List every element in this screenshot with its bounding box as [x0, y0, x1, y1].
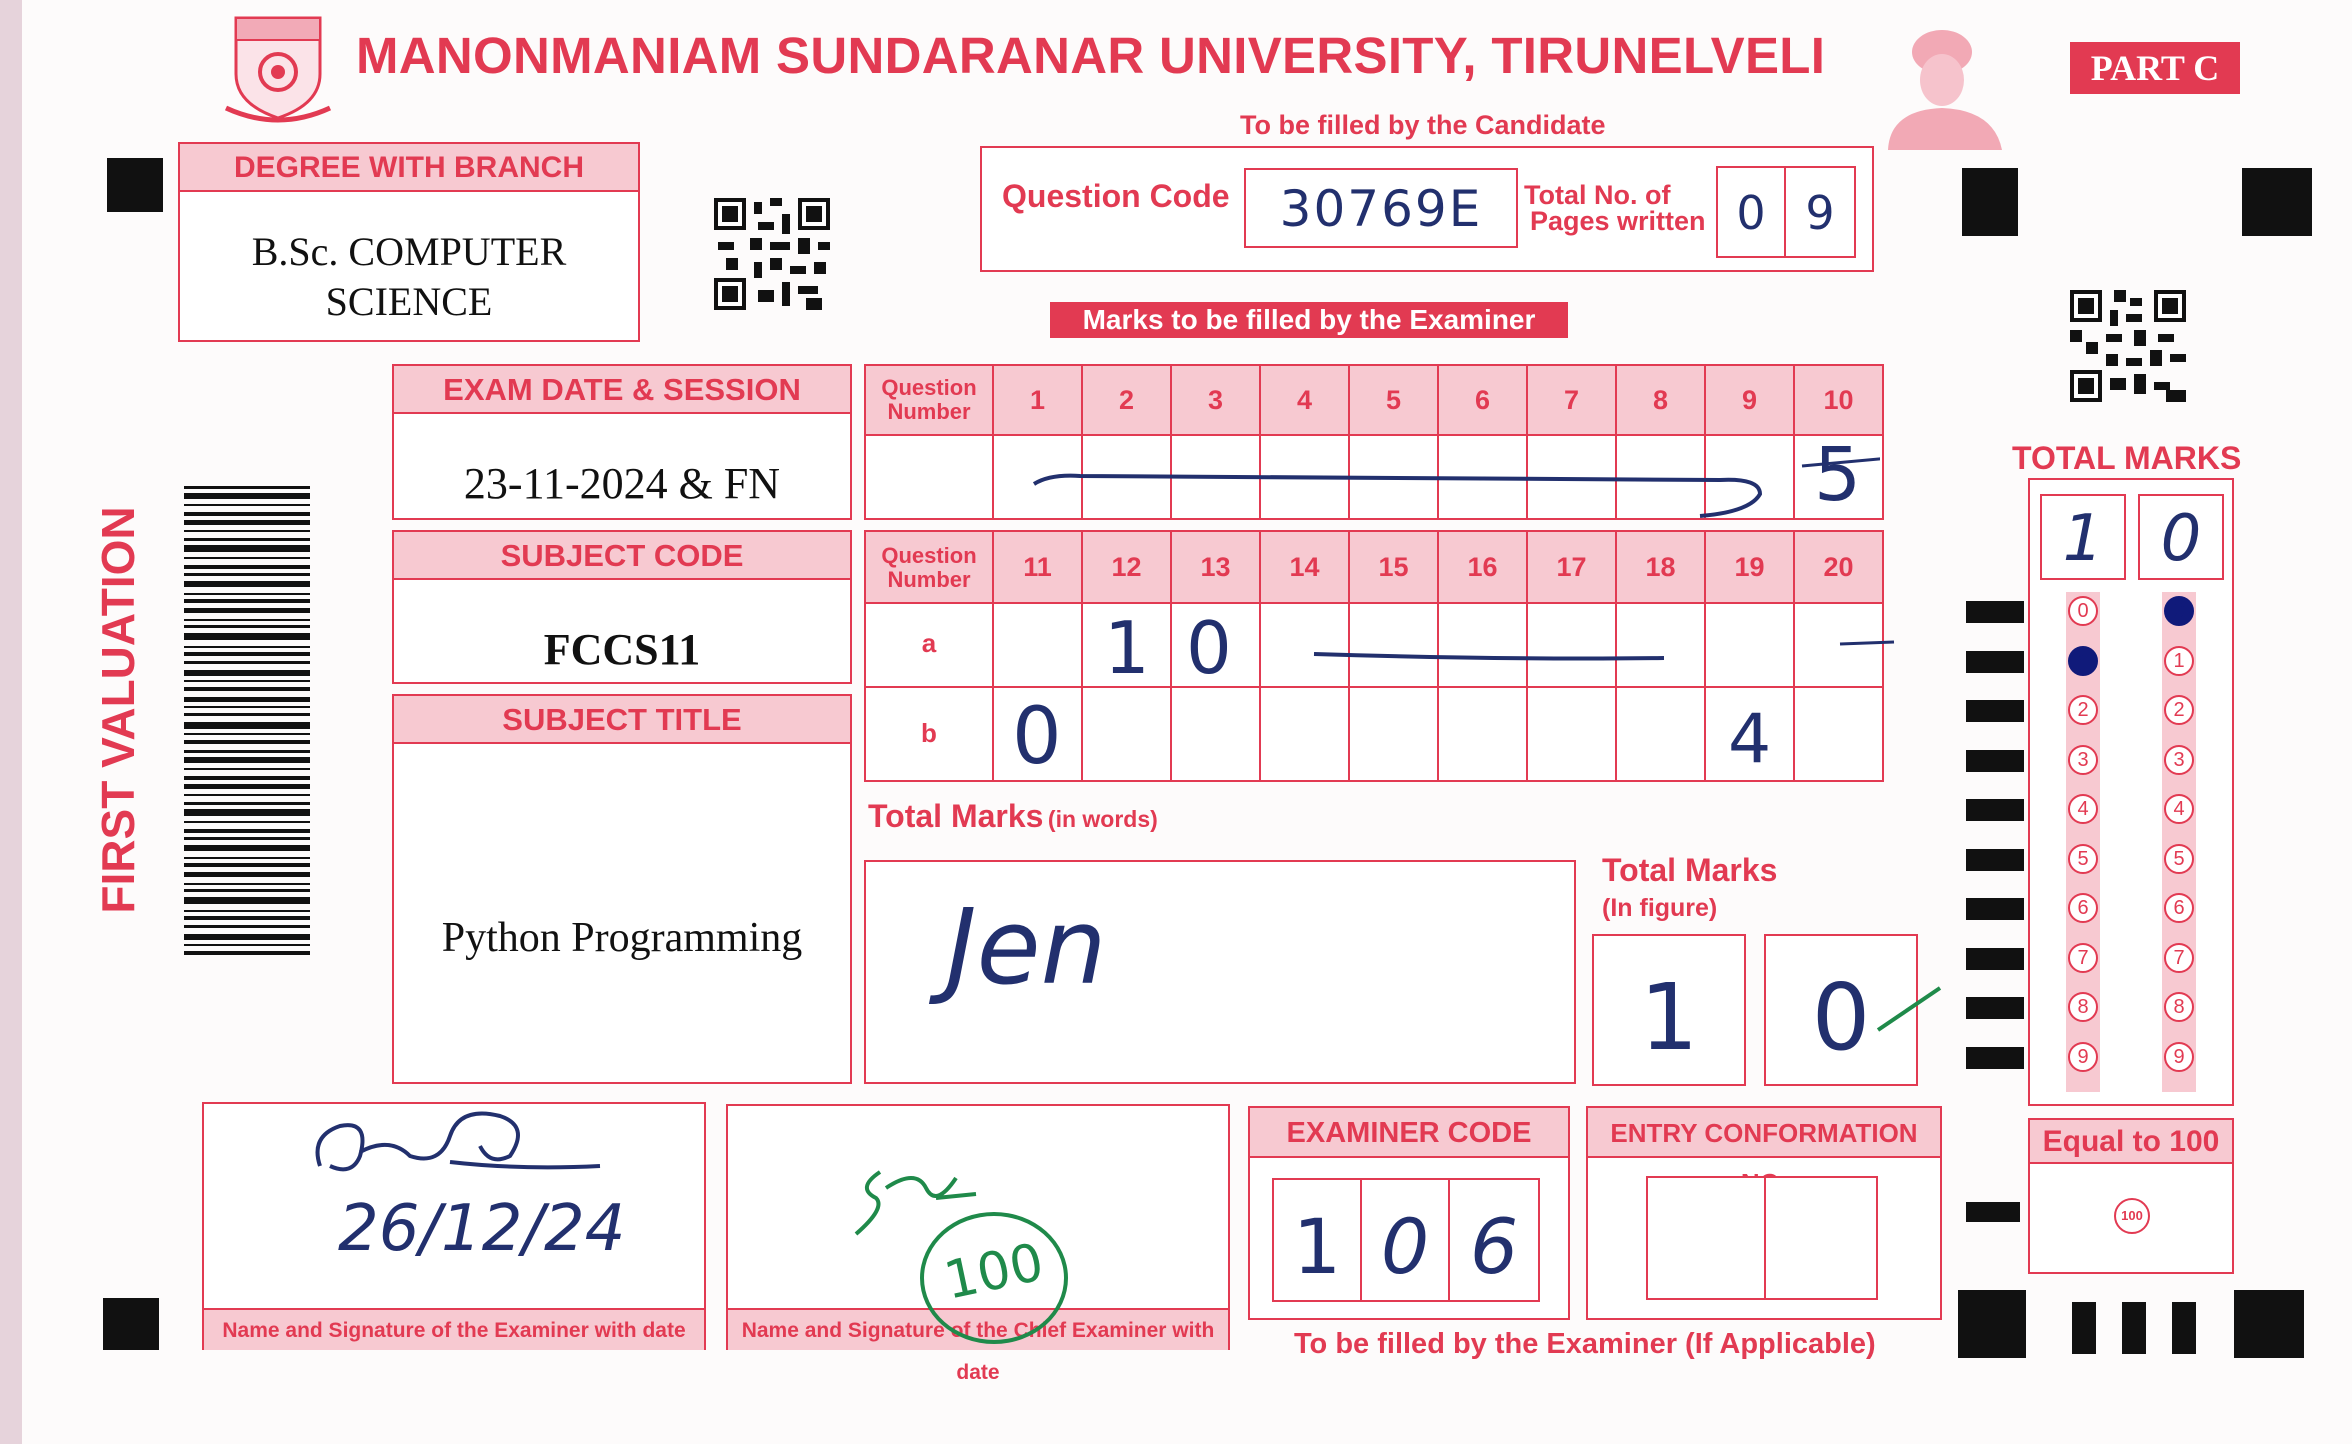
question-code-label: Question Code: [1002, 178, 1230, 214]
row-a-label: a: [921, 628, 937, 658]
question-number-cell: 8: [1615, 364, 1706, 436]
qr-code: [714, 198, 830, 310]
equal-100-box: [2028, 1118, 2234, 1274]
hundred-bubble: 100: [2114, 1198, 2150, 1234]
mark-bubble[interactable]: 6: [2164, 893, 2194, 923]
mark-cell: [1348, 686, 1439, 782]
examiner-signature-date: 26/12/24: [338, 1192, 626, 1266]
question-number-cell: 16: [1437, 530, 1528, 604]
total-words-box: [864, 860, 1576, 1084]
question-number-line1: Question: [881, 375, 977, 400]
mark-bubble[interactable]: 5: [2164, 844, 2194, 874]
mark-bubble[interactable]: 7: [2068, 943, 2098, 973]
total-words-value: Jen: [946, 886, 1107, 1008]
marks-row-top-label-cell: [864, 434, 994, 520]
examiner-code-digit3: 6: [1469, 1202, 1519, 1291]
examiner-code-digit3-box: [1448, 1178, 1540, 1302]
pages-label-line2: Pages written: [1530, 206, 1706, 236]
examiner-note-banner: Marks to be filled by the Examiner: [1050, 302, 1568, 338]
examiner-code-label: EXAMINER CODE: [1250, 1108, 1568, 1158]
subject-code-label: SUBJECT CODE: [394, 532, 850, 580]
total-words-title: Total Marks: [868, 798, 1044, 834]
row-b-label-cell: [864, 686, 994, 782]
examiner-code-digit2-box: [1360, 1178, 1450, 1302]
mark-bubble[interactable]: 4: [2164, 794, 2194, 824]
qr-code: [2070, 290, 2186, 402]
question-number-cell: 20: [1793, 530, 1884, 604]
mark-q12a: 1: [1104, 606, 1150, 690]
question-number-cell: 6: [1437, 364, 1528, 436]
mark-bubble[interactable]: 2: [2164, 695, 2194, 725]
question-number-cell: 14: [1259, 530, 1350, 604]
exam-date-value: 23-11-2024 & FN: [463, 459, 781, 508]
subject-title-box: [392, 694, 852, 1084]
timing-mark: [1966, 799, 2024, 821]
university-logo: [222, 14, 334, 126]
question-number-cell: 12: [1081, 530, 1172, 604]
question-number-cell: 11: [992, 530, 1083, 604]
degree-line1: B.Sc. COMPUTER: [251, 229, 567, 274]
mark-bubble[interactable]: 6: [2068, 893, 2098, 923]
examiner-code-digit2: 0: [1380, 1202, 1430, 1291]
total-marks-side-digit2: 0: [2160, 502, 2202, 576]
mark-bubble[interactable]: 9: [2068, 1042, 2098, 1072]
mark-bubble[interactable]: 3: [2164, 745, 2194, 775]
registration-mark: [107, 158, 163, 212]
question-number-line2: Number: [887, 399, 971, 424]
mark-q11b: 0: [1012, 692, 1062, 782]
question-number-cell: 2: [1081, 364, 1172, 436]
entry-confirmation-label: ENTRY CONFORMATION: [1588, 1108, 1940, 1158]
row-a-label-cell: [864, 602, 994, 688]
registration-mark: [103, 1298, 159, 1350]
examiner-signature-label: Name and Signature of the Examiner with date: [204, 1308, 704, 1350]
paper-edge: [0, 0, 22, 1444]
timing-mark: [1966, 948, 2024, 970]
mark-cell: [1793, 686, 1884, 782]
question-number-line1: Question: [881, 543, 977, 568]
question-number-cell: 13: [1170, 530, 1261, 604]
dash-line-row-a: [1310, 640, 1900, 670]
question-number-label: [864, 364, 994, 436]
question-number-cell: 15: [1348, 530, 1439, 604]
mark-q10: 5: [1814, 432, 1862, 518]
total-figure-digit1: 1: [1639, 964, 1699, 1071]
chief-stamp: [920, 1212, 1068, 1344]
pages-digit2-box: [1784, 166, 1856, 258]
exam-date-label: EXAM DATE & SESSION: [394, 366, 850, 414]
question-number-cell: 18: [1615, 530, 1706, 604]
entry-confirmation-cell2: [1764, 1176, 1878, 1300]
mark-cell: [992, 602, 1083, 688]
mark-cell: [1170, 686, 1261, 782]
question-number-cell: 10: [1793, 364, 1884, 436]
registration-mark: [2234, 1290, 2304, 1358]
question-number-cell: 19: [1704, 530, 1795, 604]
university-name: MANONMANIAM SUNDARANAR UNIVERSITY, TIRUNELVELI: [356, 27, 1826, 84]
examiner-signature: [300, 1096, 610, 1186]
pages-label-line1: Total No. of: [1524, 180, 1671, 210]
mark-bubble[interactable]: 0: [2068, 596, 2098, 626]
question-number-cell: 5: [1348, 364, 1439, 436]
degree-line2: SCIENCE: [325, 279, 493, 324]
registration-mark: [1958, 1290, 2026, 1358]
tick-mark: [1874, 984, 1944, 1034]
question-number-cell: 7: [1526, 364, 1617, 436]
total-words-label: [868, 798, 1158, 835]
timing-mark: [1966, 1202, 2020, 1222]
question-code-value: 30769E: [1279, 180, 1483, 238]
part-badge: PART C: [2070, 42, 2240, 94]
mark-bubble[interactable]: 2: [2068, 695, 2098, 725]
timing-mark: [1966, 651, 2024, 673]
chief-signature-label: Name and Signature of the Chief Examiner with date: [728, 1308, 1228, 1350]
mark-bubble[interactable]: 7: [2164, 943, 2194, 973]
mark-bubble[interactable]: 0: [2164, 596, 2194, 626]
timing-mark: [1966, 997, 2024, 1019]
row-b-label: b: [921, 718, 937, 748]
mark-q13a: 0: [1186, 606, 1232, 690]
timing-mark: [1966, 849, 2024, 871]
mark-cell: [1259, 686, 1350, 782]
question-number-cell: 4: [1259, 364, 1350, 436]
registration-mark: [2242, 168, 2312, 236]
degree-label: DEGREE WITH BRANCH: [180, 144, 638, 192]
founder-portrait: [1880, 22, 2010, 150]
first-valuation-label: FIRST VALUATION: [92, 506, 144, 914]
mark-cell: [1526, 686, 1617, 782]
mark-cell: [1437, 686, 1528, 782]
timing-mark: [1966, 1047, 2024, 1069]
total-marks-side-digit2-box: [2138, 494, 2224, 580]
pages-digit2: 9: [1805, 186, 1835, 240]
mark-bubble[interactable]: 4: [2068, 794, 2098, 824]
examiner-code-digit1-box: [1272, 1178, 1362, 1302]
total-figure-label: Total Marks: [1602, 852, 1778, 888]
question-number-cell: 3: [1170, 364, 1261, 436]
total-words-sub: (in words): [1047, 806, 1158, 832]
mark-bubble[interactable]: 5: [2068, 844, 2098, 874]
timing-mark: [1966, 898, 2024, 920]
mark-bubble[interactable]: 9: [2164, 1042, 2194, 1072]
footer-note: To be filled by the Examiner (If Applicable): [1294, 1328, 1876, 1360]
total-figure-sub: (In figure): [1602, 894, 1718, 922]
mark-q19b: 4: [1728, 700, 1772, 779]
subject-code-box: [392, 530, 852, 684]
mark-bubble[interactable]: 3: [2068, 745, 2098, 775]
registration-mark: [1962, 168, 2018, 236]
examiner-code-digit1: 1: [1292, 1202, 1342, 1291]
question-code-value-box: [1244, 168, 1518, 248]
chief-stamp-value: 100: [939, 1232, 1049, 1312]
mark-cell: [1615, 686, 1706, 782]
total-marks-side-label: TOTAL MARKS: [2012, 440, 2242, 476]
subject-code-value: FCCS11: [543, 625, 701, 674]
dash-line-row1: [1020, 450, 1880, 530]
mark-bubble[interactable]: 8: [2068, 992, 2098, 1022]
equal-100-label: Equal to 100: [2030, 1120, 2232, 1164]
barcode: [184, 486, 310, 956]
candidate-note: To be filled by the Candidate: [1240, 110, 1606, 140]
pages-digit1: 0: [1736, 186, 1766, 240]
timing-mark: [1966, 750, 2024, 772]
registration-mark: [2122, 1302, 2146, 1354]
total-figure-digit1-box: [1592, 934, 1746, 1086]
entry-confirmation-cell1: [1646, 1176, 1766, 1300]
mark-bubble[interactable]: 1: [2164, 646, 2194, 676]
total-marks-side-digit1: 1: [2062, 502, 2104, 576]
exam-date-box: [392, 364, 852, 520]
question-number-cell: 17: [1526, 530, 1617, 604]
timing-mark: [1966, 700, 2024, 722]
pages-digit1-box: [1716, 166, 1786, 258]
subject-title-value: Python Programming: [441, 915, 803, 961]
registration-mark: [2072, 1302, 2096, 1354]
mark-cell: [1081, 686, 1172, 782]
mark-bubble[interactable]: 8: [2164, 992, 2194, 1022]
total-figure-digit2: 0: [1811, 964, 1871, 1071]
question-number-label: [864, 530, 994, 604]
question-number-cell: 9: [1704, 364, 1795, 436]
registration-mark: [2172, 1302, 2196, 1354]
mark-bubble[interactable]: 1: [2068, 646, 2098, 676]
question-number-cell: 1: [992, 364, 1083, 436]
timing-mark: [1966, 601, 2024, 623]
degree-box: [178, 142, 640, 342]
question-number-line2: Number: [887, 567, 971, 592]
subject-title-label: SUBJECT TITLE: [394, 696, 850, 744]
total-marks-side-digit1-box: [2040, 494, 2126, 580]
